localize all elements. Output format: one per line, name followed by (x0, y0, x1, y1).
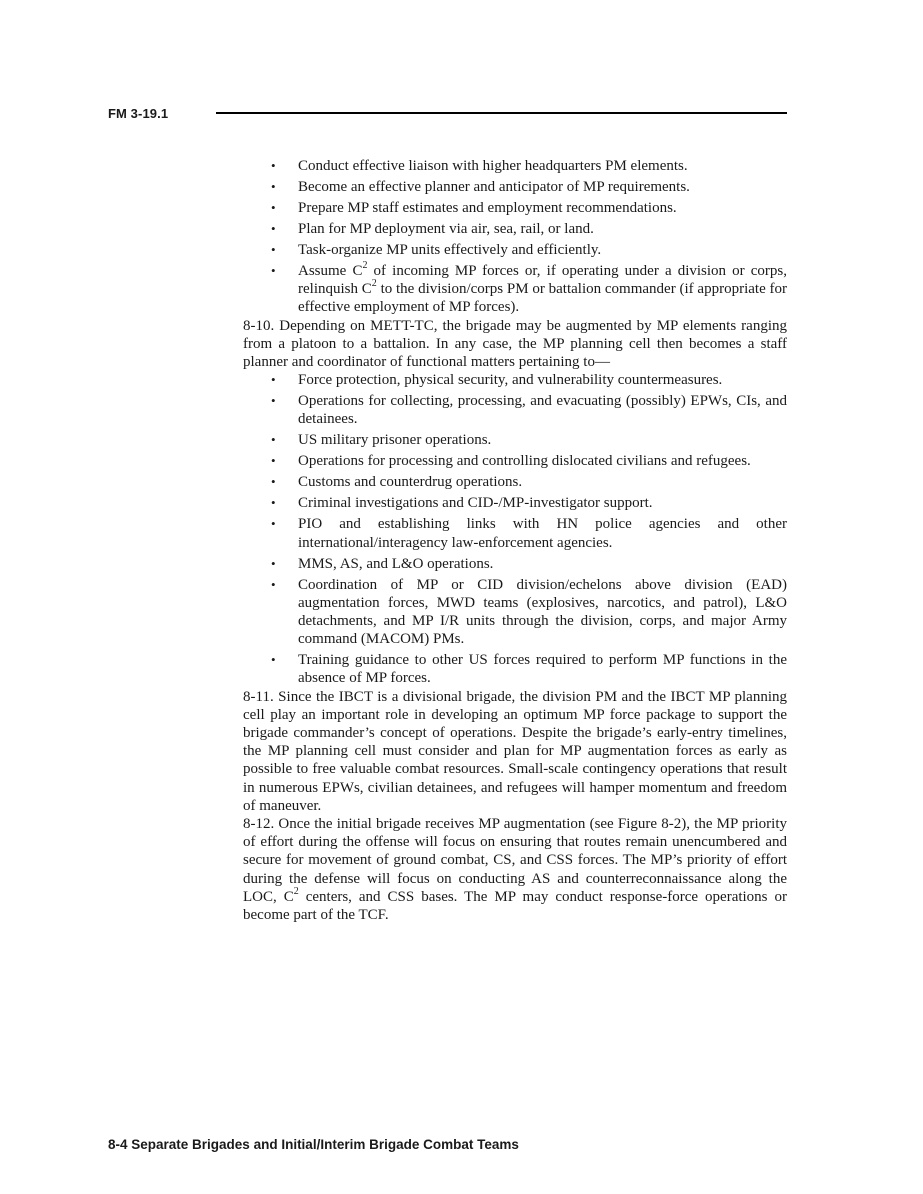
bullet-icon: • (271, 516, 276, 532)
list-item: • Operations for processing and controlling dislocated civilians and refugees. (271, 453, 751, 470)
list-item: • Criminal investigations and CID-/MP-investigator support. (271, 495, 653, 512)
page-body (243, 157, 787, 924)
list-item: • Customs and counterdrug operations. (271, 474, 523, 491)
list-item: • Force protection, physical security, and vulnerability countermeasures. (271, 372, 723, 389)
running-header-doc-id: FM 3-19.1 (108, 106, 169, 121)
bullet-icon: • (271, 453, 276, 469)
bullet-icon: • (271, 158, 276, 173)
list-item: • Operations for collecting, processing, and evacuating (possibly) EPWs, CIs, and detainees. (271, 393, 787, 428)
paragraph-8-10: 8-10. Depending on METT-TC, the brigade may be augmented by MP elements ranging from a platoon to a battalion. In any case, the MP planning cell then becomes a staff planner and coordinator of functional matters pertaining to— (243, 317, 787, 371)
bullet-icon: • (271, 179, 276, 194)
list-item: • US military prisoner operations. (271, 432, 492, 449)
bullet-icon: • (271, 495, 276, 511)
paragraph-8-12: 8-12. Once the initial brigade receives MP augmentation (see Figure 8-2), the MP priority of effort during the offense will focus on ensuring that routes remain unencumbered and secure for movement of ground combat, CS, and CSS forces. The MP’s priority of effort during the defense will focus on conducting AS and counterreconnaissance along the LOC, $C^2$ centers, and CSS bases. The MP may conduct response-force operations or become part of the TCF. (243, 816, 787, 924)
bullet-icon: • (271, 652, 276, 668)
list-item: • Prepare MP staff estimates and employment recommendations. (271, 200, 677, 216)
bullet-icon: • (271, 432, 276, 448)
bullet-list-liaison (243, 157, 787, 317)
bullet-icon: • (271, 200, 276, 215)
bullet-icon: • (271, 474, 276, 490)
list-item: • MMS, AS, and L&O operations. (271, 555, 494, 572)
list-item: • Assume $C^2$ of incoming MP forces or, if operating under a division or corps, relinquish $C^2$ to the division/corps PM or battalion commander (if appropriate for effective employment of MP forces). (271, 260, 787, 316)
bullet-list-functional-matters (243, 371, 787, 687)
list-item: • Training guidance to other US forces required to perform MP functions in the absence of MP forces. (271, 652, 787, 687)
page-footer-label: 8-4 Separate Brigades and Initial/Interim Brigade Combat Teams (108, 1137, 519, 1152)
bullet-icon: • (271, 393, 276, 409)
bullet-icon: • (271, 576, 276, 592)
bullet-icon: • (271, 221, 276, 236)
paragraph-8-11: 8-11. Since the IBCT is a divisional brigade, the division PM and the IBCT MP planning cell play an important role in developing an optimum MP force package to support the brigade commander’s concept of operations. Despite the brigade’s early-entry timelines, the MP planning cell must consider and plan for MP augmentation forces as early as possible to free valuable combat resources. Small-scale contingency operations that result in numerous EPWs, civilian detainees, and refugees will hamper momentum and freedom of maneuver. (243, 688, 787, 814)
header-rule (216, 112, 787, 114)
list-item: • Task-organize MP units effectively and efficiently. (271, 242, 602, 258)
bullet-icon: • (271, 242, 276, 257)
list-item: • Plan for MP deployment via air, sea, rail, or land. (271, 221, 594, 237)
bullet-icon: • (271, 372, 276, 388)
bullet-icon: • (271, 263, 276, 278)
bullet-icon: • (271, 555, 276, 571)
list-item: • PIO and establishing links with HN police agencies and other international/interagency law-enforcement agencies. (271, 516, 787, 551)
list-item: • Conduct effective liaison with higher headquarters PM elements. (271, 158, 688, 174)
list-item: • Become an effective planner and anticipator of MP requirements. (271, 179, 690, 195)
list-item: • Coordination of MP or CID division/echelons above division (EAD) augmentation forces, MWD teams (explosives, narcotics, and patrol), L&O detachments, and MP I/R units through the division, corps, and major Army command (MACOM) PMs. (271, 576, 787, 648)
